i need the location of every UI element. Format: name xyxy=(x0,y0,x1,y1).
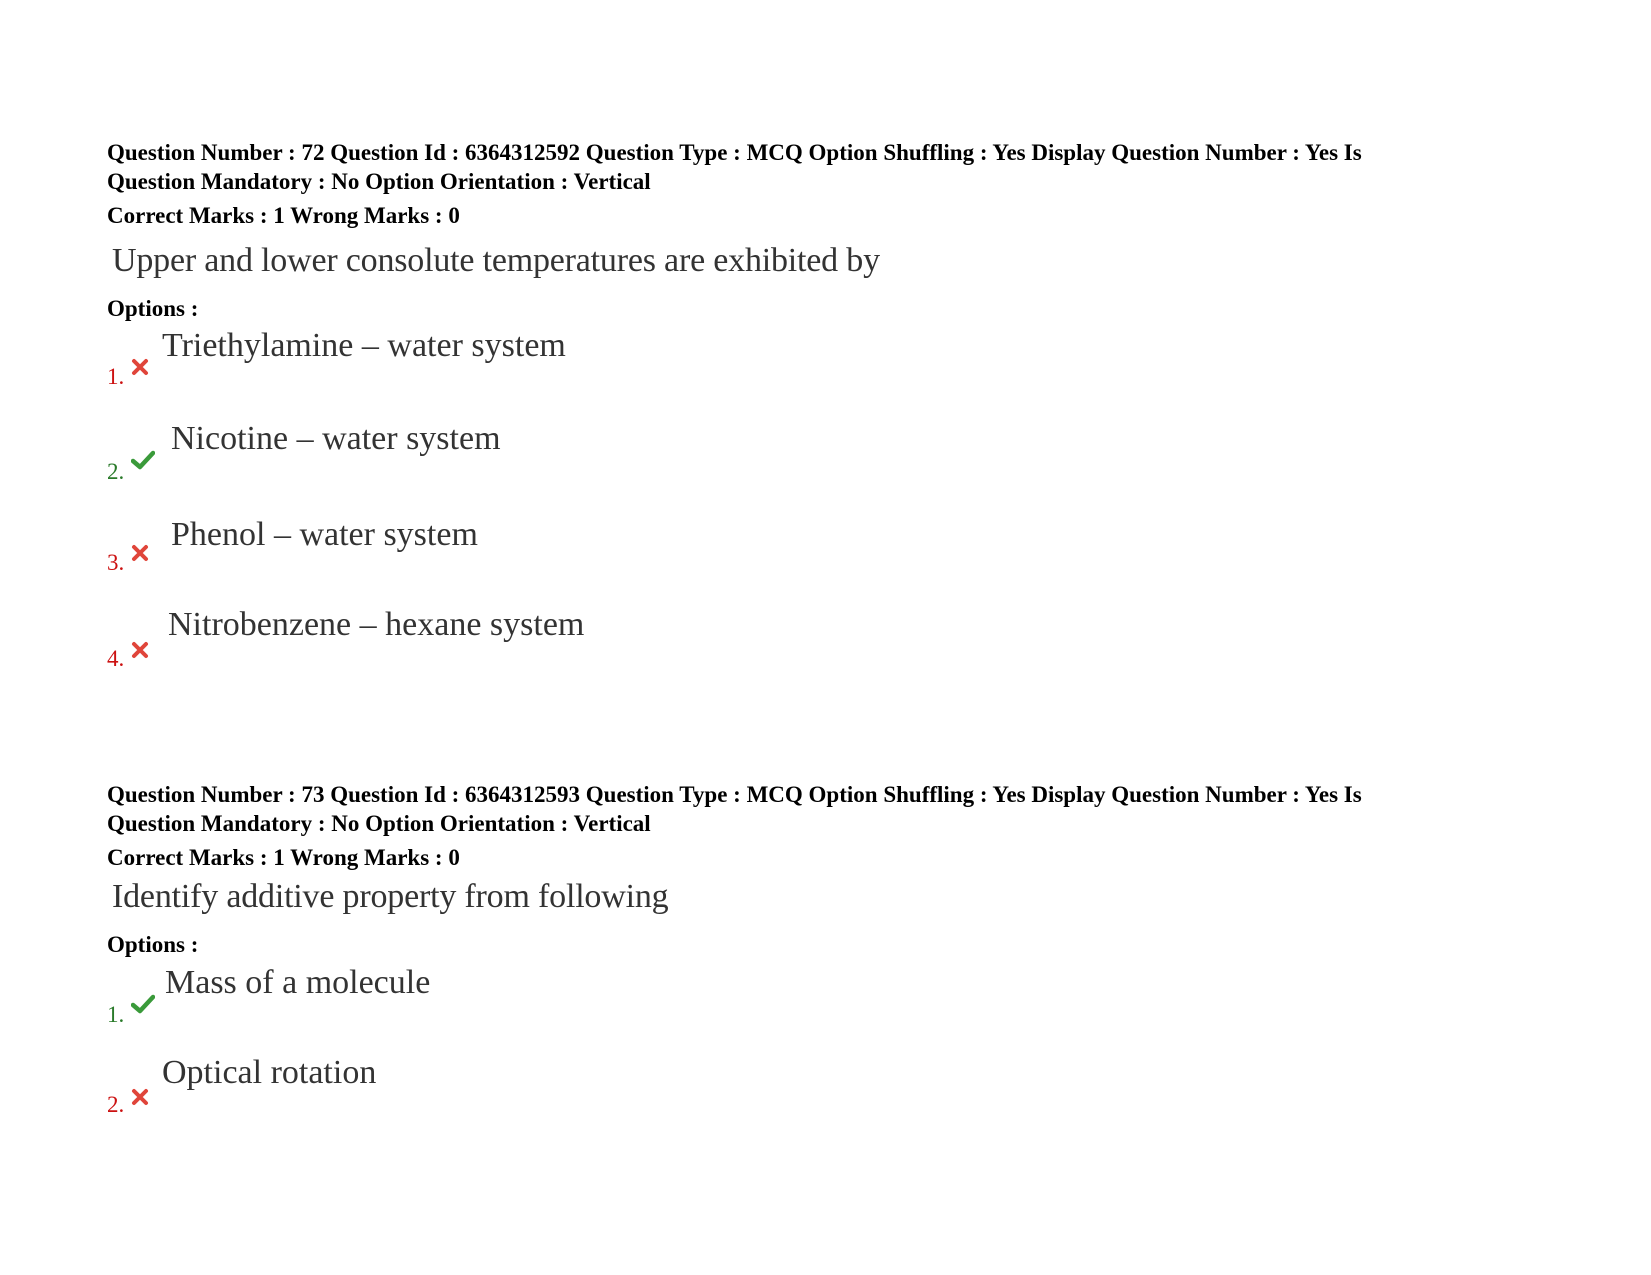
cross-icon xyxy=(131,1088,149,1111)
options-label: Options : xyxy=(107,296,199,321)
option-text: Phenol – water system xyxy=(171,516,478,553)
cross-icon xyxy=(131,358,149,381)
option-number: 3. xyxy=(107,550,125,575)
option-item xyxy=(107,1054,1557,1126)
option-text: Optical rotation xyxy=(162,1054,377,1091)
option-item xyxy=(107,964,1557,1066)
option-item xyxy=(107,327,1557,424)
question-meta-line2: Question Mandatory : No Option Orientation : Vertical xyxy=(107,811,651,836)
question-meta-line2: Question Mandatory : No Option Orientation : Vertical xyxy=(107,169,651,194)
option-number: 2. xyxy=(107,459,125,484)
check-icon xyxy=(131,450,155,475)
question-block-72 xyxy=(107,138,1557,672)
option-number: 1. xyxy=(107,1002,125,1027)
option-item xyxy=(107,516,1557,612)
option-item xyxy=(107,420,1557,516)
option-text: Triethylamine – water system xyxy=(162,327,566,364)
check-icon xyxy=(131,994,155,1019)
question-text: Upper and lower consolute temperatures are exhibited by xyxy=(112,242,880,279)
cross-icon xyxy=(131,544,149,567)
option-text: Nitrobenzene – hexane system xyxy=(168,606,585,643)
question-meta xyxy=(107,780,1557,838)
option-number: 1. xyxy=(107,364,125,389)
option-item xyxy=(107,606,1557,672)
option-text: Mass of a molecule xyxy=(165,964,431,1001)
question-block-73 xyxy=(107,780,1557,1126)
question-meta-line1: Question Number : 72 Question Id : 6364312592 Question Type : MCQ Option Shuffling : Yes Display Question Number : Yes Is xyxy=(107,140,1362,165)
option-text: Nicotine – water system xyxy=(171,420,501,457)
option-number: 4. xyxy=(107,646,125,671)
question-marks: Correct Marks : 1 Wrong Marks : 0 xyxy=(107,845,460,870)
options-label: Options : xyxy=(107,932,199,957)
question-text: Identify additive property from following xyxy=(112,878,669,915)
cross-icon xyxy=(131,641,149,664)
question-meta-line1: Question Number : 73 Question Id : 6364312593 Question Type : MCQ Option Shuffling : Yes Display Question Number : Yes Is xyxy=(107,782,1362,807)
option-number: 2. xyxy=(107,1092,125,1117)
question-marks: Correct Marks : 1 Wrong Marks : 0 xyxy=(107,203,460,228)
question-meta xyxy=(107,138,1557,196)
